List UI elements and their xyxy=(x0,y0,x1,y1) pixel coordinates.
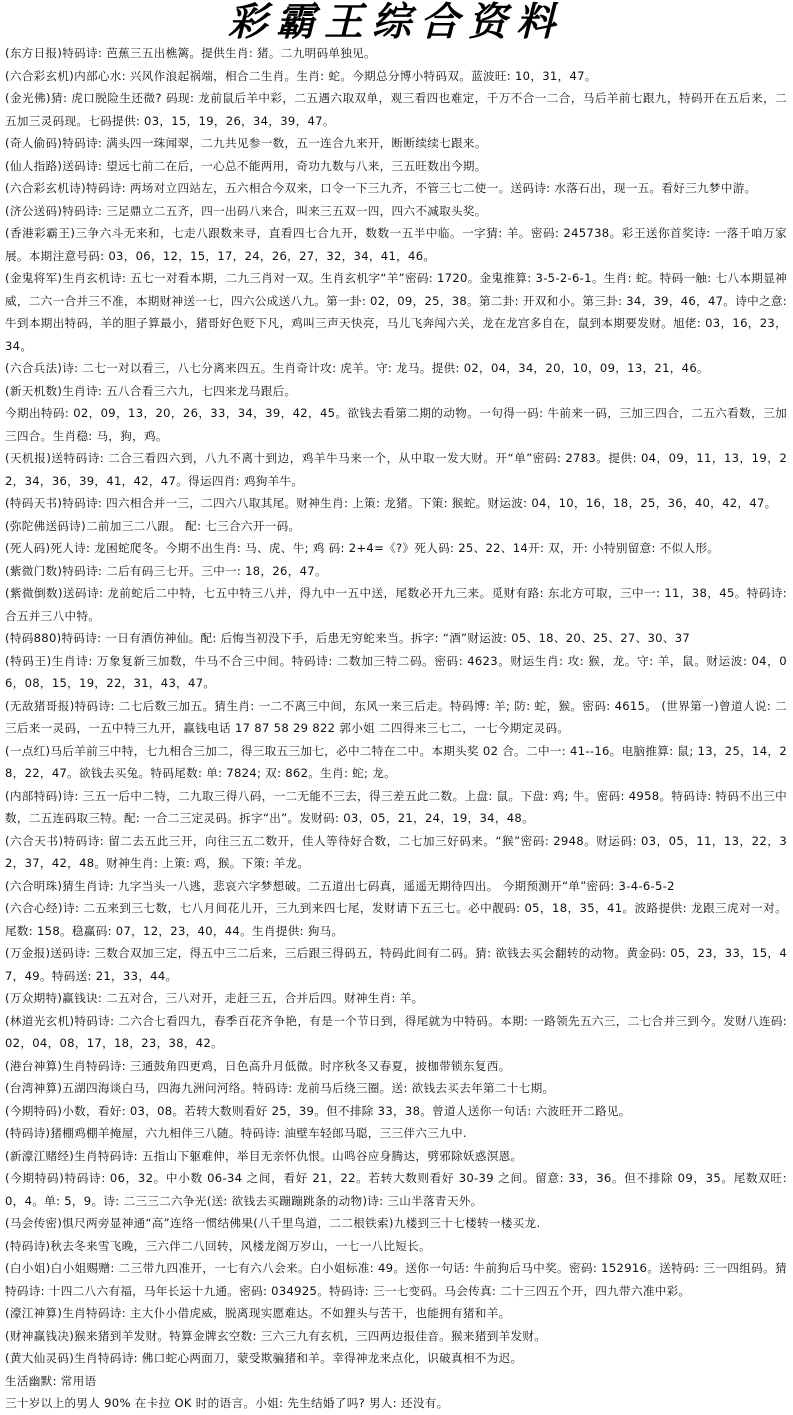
paragraph: (万金报)送码诗: 三数合双加三定，得五中三二后来，三后跟三得码五，特码此间有二码。猜: 欲钱去买会翻转的动物。黄金码: 05，23，33，15，47，49。特码送: 21，33，44。 xyxy=(5,946,787,983)
paragraph: (新天机数)生肖诗: 五八合看三六九，七四来龙马跟后。 xyxy=(5,383,297,398)
paragraph: (财神赢钱决)猴来猪到羊发财。特算金牌玄空数: 三六三九有玄机，三四两边报佳音。猴来猪到羊发财。 xyxy=(5,1328,547,1343)
paragraph: (弥陀佛送码诗)二前加三二八跟。 配: 七三合六开一码。 xyxy=(5,518,301,533)
paragraph: (特码天书)特码诗: 四六相合并一三，二四六八取其尾。财神生肖: 上策: 龙猪。下策: 猴蛇。财运波: 04，10，16，18，25，36，40，42，47。 xyxy=(5,496,777,510)
paragraph: (金鬼将军)生肖玄机诗: 五七一对看本期，二九三肖对一双。生肖玄机字“羊”密码: 1720。金鬼推算: 3-5-2-6-1。生肖: 蛇。特码一触: 七八本期显神威，二六一合并三不准，本期财神送一七，四六公成送八九。第一卦: 02，09，25，38。第二卦: 开双和小。第三卦: 34，39，46，47。诗中之意: 牛到本期出特码，羊的胆子算最小，猪哥好色贬下凡，鸡叫三声天快亮，马儿飞奔闯六关，龙在龙宫多自在，鼠到本期要发财。旭佬: 03，16，23，34。 xyxy=(5,271,787,353)
paragraph: (六合彩玄机诗)特码诗: 两场对立四站左，五六相合今双来，口令一下三九齐，不管三七二使一。送码诗: 水落石出，现一五。看好三九梦中游。 xyxy=(5,181,757,195)
paragraph: (台湾神算)五湖四海谈白马，四海九洲问河络。特码诗: 龙前马后绕三圈。送: 欲钱去买去年第二十七期。 xyxy=(5,1081,555,1095)
paragraph: (濠江神算)生肖特码诗: 主大仆小借虎威，脱离现实愿难达。不如狸头与苦干，也能拥有猪和羊。 xyxy=(5,1306,511,1320)
paragraph: (紫微门数)特码诗: 二后有码三七开。三中一: 18，26，47。 xyxy=(5,563,327,578)
paragraph: (港台神算)生肖特码诗: 三通鼓角四更鸡，日色高升月低微。时序秋冬又春夏，披枷带锁东复西。 xyxy=(5,1058,511,1073)
paragraph: (特码诗)猪棚鸡棚羊掩屋，六九相伴三八随。特码诗: 油壁车轻郎马聪，三三伴六三九中. xyxy=(5,1126,467,1140)
paragraph: 今期出特码: 02，09，13，20，26，33，34，39，42，45。欲钱去看第二期的动物。一句得一码: 牛前来一码，三加三四合，二五六看数，三加三四合。生肖稳: 马，狗，鸡。 xyxy=(5,406,787,443)
paragraph: (天机报)送特码诗: 二合三看四六到，八九不离十到边，鸡羊牛马来一个，从中取一发大财。开“单”密码: 2783。提供: 04，09，11，13，19，22，34，36，39，41，42，47。得运四肖: 鸡狗羊牛。 xyxy=(5,451,787,488)
paragraph: (今期特码)小数，看好: 03，08。若转大数则看好 25，39。但不排除 33，38。曾道人送你一句话: 六波旺开二路见。 xyxy=(5,1103,631,1118)
paragraph: (六合兵法)诗: 二七一对以看三，八七分离来四五。生肖奇计攻: 虎羊。守: 龙马。提供: 02，04，34，20，10，09，13，21，46。 xyxy=(5,361,709,375)
paragraph: (马会传密)惧尺两旁显神通“高”连络一惯结佛果(八千里鸟道，二二根铁索)九楼到三十七楼转一楼买龙. xyxy=(5,1216,541,1230)
paragraph: (万众期特)赢钱诀: 二五对合，三八对开，走赶三五，合并后四。财神生肖: 羊。 xyxy=(5,991,424,1005)
paragraph: (仙人指路)送码诗: 望远七前二在后，一心总不能两用，奇功九数与八来，三五旺数出今期。 xyxy=(5,158,487,173)
paragraph: (特码王)生肖诗: 万象复新三加数，牛马不合三中间。特码诗: 二数加三特二码。密码: 4623。财运生肖: 攻: 猴，龙。守: 羊，鼠。财运波: 04，06，08，15，19，22，31，43，47。 xyxy=(5,653,787,690)
paragraph: (特码诗)秋去冬来雪飞晚，三六伴二八回转，风楼龙阁万岁山，一七一八比短长。 xyxy=(5,1238,431,1253)
paragraph: (金光佛)猜: 虎口脱险生还微? 码现: 龙前鼠后羊中彩，二五遇六取双单，观三看四也难定，千万不合一二合，马后羊前七跟九，特码开在五后来，二五加三灵码现。七码提供: 03，15，19，26，34，39，47。 xyxy=(5,91,787,128)
paragraph: (特码880)特码诗: 一日有酒仿神仙。配: 后悔当初没下手，后患无穷蛇来当。拆字: “酒”财运波: 05、18、20、25、27、30、37 xyxy=(5,631,691,645)
paragraph: (香港彩霸王)三争六斗无来和，七走八跟数来寻，直看四七合九开，数数一五半中临。一字猜: 羊。密码: 245738。彩王送你首奖诗: 一落千咱万家展。本期注意号码: 03，06，12，15，17，24，26，27，32，34，41，46。 xyxy=(5,226,787,263)
paragraph: (东方日报)特码诗: 芭蕉三五出樵篱。提供生肖: 猪。二九明码单独见。 xyxy=(5,46,376,60)
paragraph: (死人码)死人诗: 龙困蛇爬冬。今期不出生肖: 马、虎、牛; 鸡 码: 2+4=《?》死人码: 25、22、14开: 双，开: 小特别留意: 不似人形。 xyxy=(5,541,720,555)
footer-text: 三十岁以上的男人 90% 在卡拉 OK 时的语言。小姐: 先生结婚了吗? 男人: 还没有。 xyxy=(5,1396,449,1410)
content-body xyxy=(5,42,787,1415)
paragraph: (紫微倒数)送码诗: 龙前蛇后二中特，七五中特三八并，得九中一五中送，尾数必开九三来。觅财有路: 东北方可取，三中一: 11，38，45。特码诗: 合五并三八中特。 xyxy=(5,586,787,623)
paragraph: (无敌猪哥报)特码诗: 二七后数三加五。猜生肖: 一二不离三中间，东风一来三后走。特码博: 羊; 防: 蛇，猴。密码: 4615。 (世界第一)曾道人说: 二三后来一灵码，一五中特三九开，赢钱电话 17 87 58 29 822 郭小姐 二四得来三七二，一七今期定灵码。 xyxy=(5,698,787,735)
paragraph: (奇人偷码)特码诗: 满头四一珠闻翠，二九共见参一数，五一连合九来开，断断续续七跟来。 xyxy=(5,136,487,150)
paragraph: (一点红)马后羊前三中特，七九相合三加二，得三取五三加七，必中二特在二中。本期头奖 02 合。二中一: 41--16。电脑推算: 鼠; 13，25，14，28，22，47。欲钱去买兔。特码尾数: 单: 7824; 双: 862。生肖: 蛇; 龙。 xyxy=(5,743,787,780)
paragraph: (六合心经)诗: 二五来到三七数，七八月间花儿开，三九到来四七尾，发财请下五三七。必中靓码: 05，18，35，41。波路提供: 龙跟三虎对一对。尾数: 158。稳赢码: 07，12，23，40，44。生肖提供: 狗马。 xyxy=(5,901,787,938)
paragraph: (济公送码)特码诗: 三足鼎立二五齐，四一出码八来合，叫来三五双一四，四六不减取头奖。 xyxy=(5,203,487,218)
paragraph: (内部特码)诗: 三五一后中二特，二九取三得八码，一二无能不三去，得三差五此二数。上盘: 鼠。下盘: 鸡; 牛。密码: 4958。特码诗: 特码不出三中数，二五连码取三特。配: 一合二三定灵码。拆字“出”。发财码: 03，05，21，24，19，34，48。 xyxy=(5,788,787,825)
paragraph: (新濠江赌经)生肖特码诗: 五指山下躯难伸，举目无亲怀仇恨。山鸣谷应身腾达，劈邪除妖惑溟恩。 xyxy=(5,1148,523,1163)
paragraph: (六合天书)特码诗: 留二去五此三开，向往三五二数开，佳人等待好合数，二七加三好码来。“猴”密码: 2948。财运码: 03，05，11，13，22，32，37，42，48。财神生肖: 上策: 鸡，猴。下策: 羊龙。 xyxy=(5,833,787,870)
paragraph: (白小姐)白小姐赐赠: 二三带九四准开，一七有六八会来。白小姐标准: 49。送你一句话: 牛前狗后马中奖。密码: 152916。送特码: 三一四组码。猜特码诗: 十四二八六有福，马年长运十九通。密码: 034925。特码诗: 三一七变码。马会传真: 二十三四五个开，四九带六准中彩。 xyxy=(5,1261,787,1298)
paragraph: (黄大仙灵码)生肖特码诗: 佛口蛇心两面刀，蒙受欺骗猪和羊。幸得神龙来点化，识破真相不为迟。 xyxy=(5,1351,523,1365)
page-title: 彩霸王综合资料 xyxy=(227,0,564,45)
paragraph: (六合明珠)猜生肖诗: 九字当头一八逃，悲哀六字梦想破。二五道出七码真，遥遥无期待四出。 今期预测开“单”密码: 3-4-6-5-2 xyxy=(5,878,675,893)
footer-heading: 生活幽默: 常用语 xyxy=(5,1373,97,1388)
paragraph: (今期特码)特码诗: 06，32。中小数 06-34 之间，看好 21，22。若转大数则看好 30-39 之间。留意: 33，36。但不排除 09，35。尾数双旺: 0，4。单: 5，9。诗: 二三三二六争光(送: 欲钱去买蹦蹦跳条的动物)诗: 三山半落青天外。 xyxy=(5,1171,787,1208)
paragraph: (林道光玄机)特码诗: 二六合七看四九，春季百花齐争艳，有是一个节日到，得尾就为中特码。本期: 一路领先五六三，二七合并三到今。发财八连码: 02，04，08，17，18，23，38，42。 xyxy=(5,1013,787,1050)
paragraph: (六合彩玄机)内部心水: 兴风作浪起祸端，相合二生肖。生肖: 蛇。今期总分博小特码双。蓝波旺: 10，31，47。 xyxy=(5,68,597,83)
